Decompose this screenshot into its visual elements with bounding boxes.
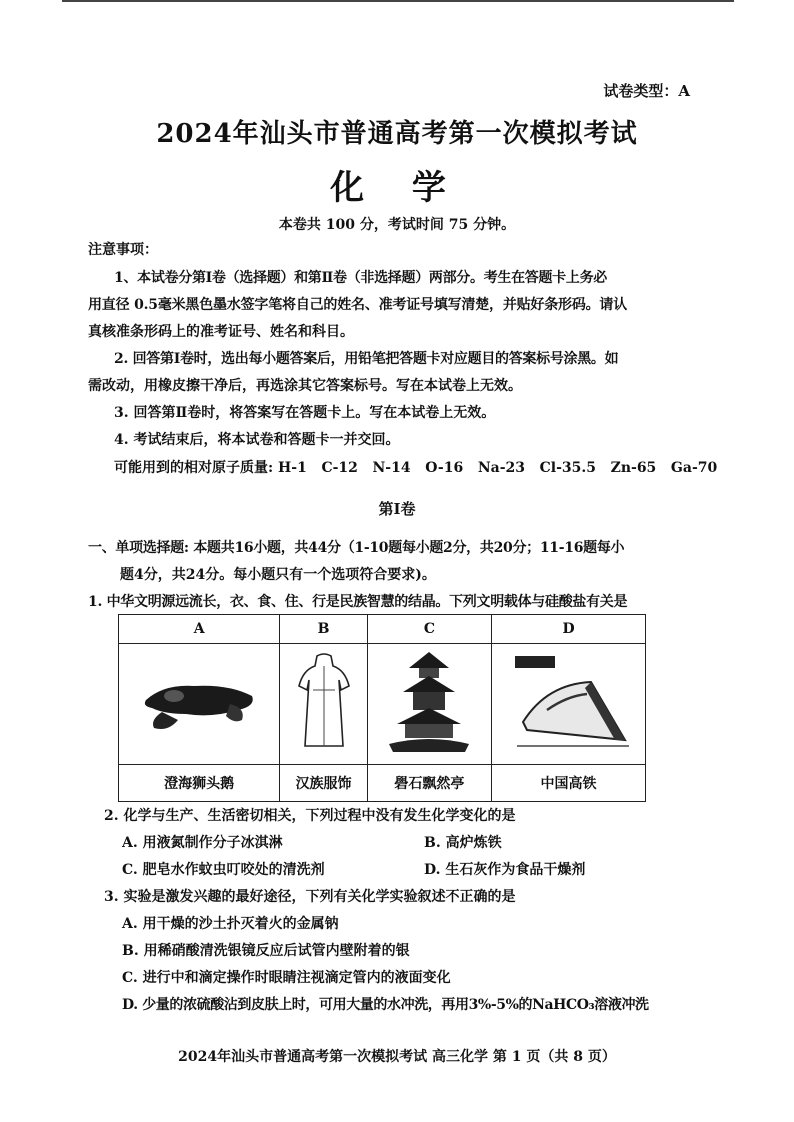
dress-icon (280, 644, 367, 765)
question-2-stem: 2. 化学与生产、生活密切相关，下列过程中没有发生化学变化的是 (104, 808, 516, 824)
pavilion-icon (367, 644, 491, 765)
question-3-option-b: B. 用稀硝酸清洗银镜反应后试管内壁附着的银 (122, 943, 410, 959)
page-footer: 2024年汕头市普通高考第一次模拟考试 高三化学 第 1 页（共 8 页） (178, 1049, 616, 1065)
atomic-masses: 可能用到的相对原子质量: H-1 C-12 N-14 O-16 Na-23 Cl-35.5 Zn-65 Ga-70 (114, 460, 718, 476)
train-icon (492, 644, 646, 765)
question-1-options-table (118, 614, 646, 802)
question-2-option-b: B. 高炉炼铁 (424, 835, 502, 851)
note-2a: 2. 回答第Ⅰ卷时，选出每小题答案后，用铅笔把答题卡对应题目的答案标号涂黑。如 (114, 351, 619, 367)
paper-type: 试卷类型：A (603, 82, 690, 100)
note-1a: 1、本试卷分第Ⅰ卷（选择题）和第Ⅱ卷（非选择题）两部分。考生在答题卡上务必 (114, 270, 607, 286)
goose-icon (119, 644, 280, 765)
part-title: 第Ⅰ卷 (378, 500, 416, 518)
option-header-d: D (492, 615, 646, 644)
option-label-b: 汉族服饰 (280, 765, 367, 802)
option-label-a: 澄海狮头鹅 (119, 765, 280, 802)
notes-heading: 注意事项： (88, 242, 158, 258)
top-rule (62, 0, 734, 2)
question-2-option-c: C. 肥皂水作蚊虫叮咬处的清洗剂 (122, 862, 325, 878)
option-label-c: 礐石飘然亭 (367, 765, 491, 802)
option-header-b: B (280, 615, 367, 644)
question-2-option-d: D. 生石灰作为食品干燥剂 (424, 862, 586, 878)
question-3-stem: 3. 实验是激发兴趣的最好途径，下列有关化学实验叙述不正确的是 (104, 889, 516, 905)
question-3-option-d: D. 少量的浓硫酸沾到皮肤上时，可用大量的水冲洗，再用3%-5%的NaHCO₃溶液冲洗 (122, 997, 649, 1013)
option-label-d: 中国高铁 (492, 765, 646, 802)
exam-info: 本卷共 100 分，考试时间 75 分钟。 (278, 217, 516, 233)
exam-title: 2024年汕头市普通高考第一次模拟考试 (156, 119, 638, 149)
question-3-option-a: A. 用干燥的沙土扑灭着火的金属钠 (122, 916, 339, 932)
section1-line2: 题4分，共24分。每小题只有一个选项符合要求)。 (120, 567, 436, 583)
note-1b: 用直径 0.5毫米黑色墨水签字笔将自己的姓名、准考证号填写清楚，并贴好条形码。请认 (88, 297, 628, 313)
question-3-option-c: C. 进行中和滴定操作时眼睛注视滴定管内的液面变化 (122, 970, 451, 986)
option-header-c: C (367, 615, 491, 644)
note-4: 4. 考试结束后，将本试卷和答题卡一并交回。 (114, 432, 400, 448)
option-header-a: A (119, 615, 280, 644)
question-1-stem: 1. 中华文明源远流长，衣、食、住、行是民族智慧的结晶。下列文明载体与硅酸盐有关是 (88, 594, 628, 610)
question-2-option-a: A. 用液氮制作分子冰淇淋 (122, 835, 283, 851)
section1-line1: 一、单项选择题: 本题共16小题，共44分（1-10题每小题2分，共20分；11-16题每小 (88, 540, 625, 556)
note-2b: 需改动，用橡皮擦干净后，再选涂其它答案标号。写在本试卷上无效。 (88, 378, 522, 394)
note-3: 3. 回答第Ⅱ卷时，将答案写在答题卡上。写在本试卷上无效。 (114, 405, 496, 421)
subject-title: 化 学 (330, 168, 464, 208)
note-1c: 真核准条形码上的准考证号、姓名和科目。 (88, 324, 354, 340)
